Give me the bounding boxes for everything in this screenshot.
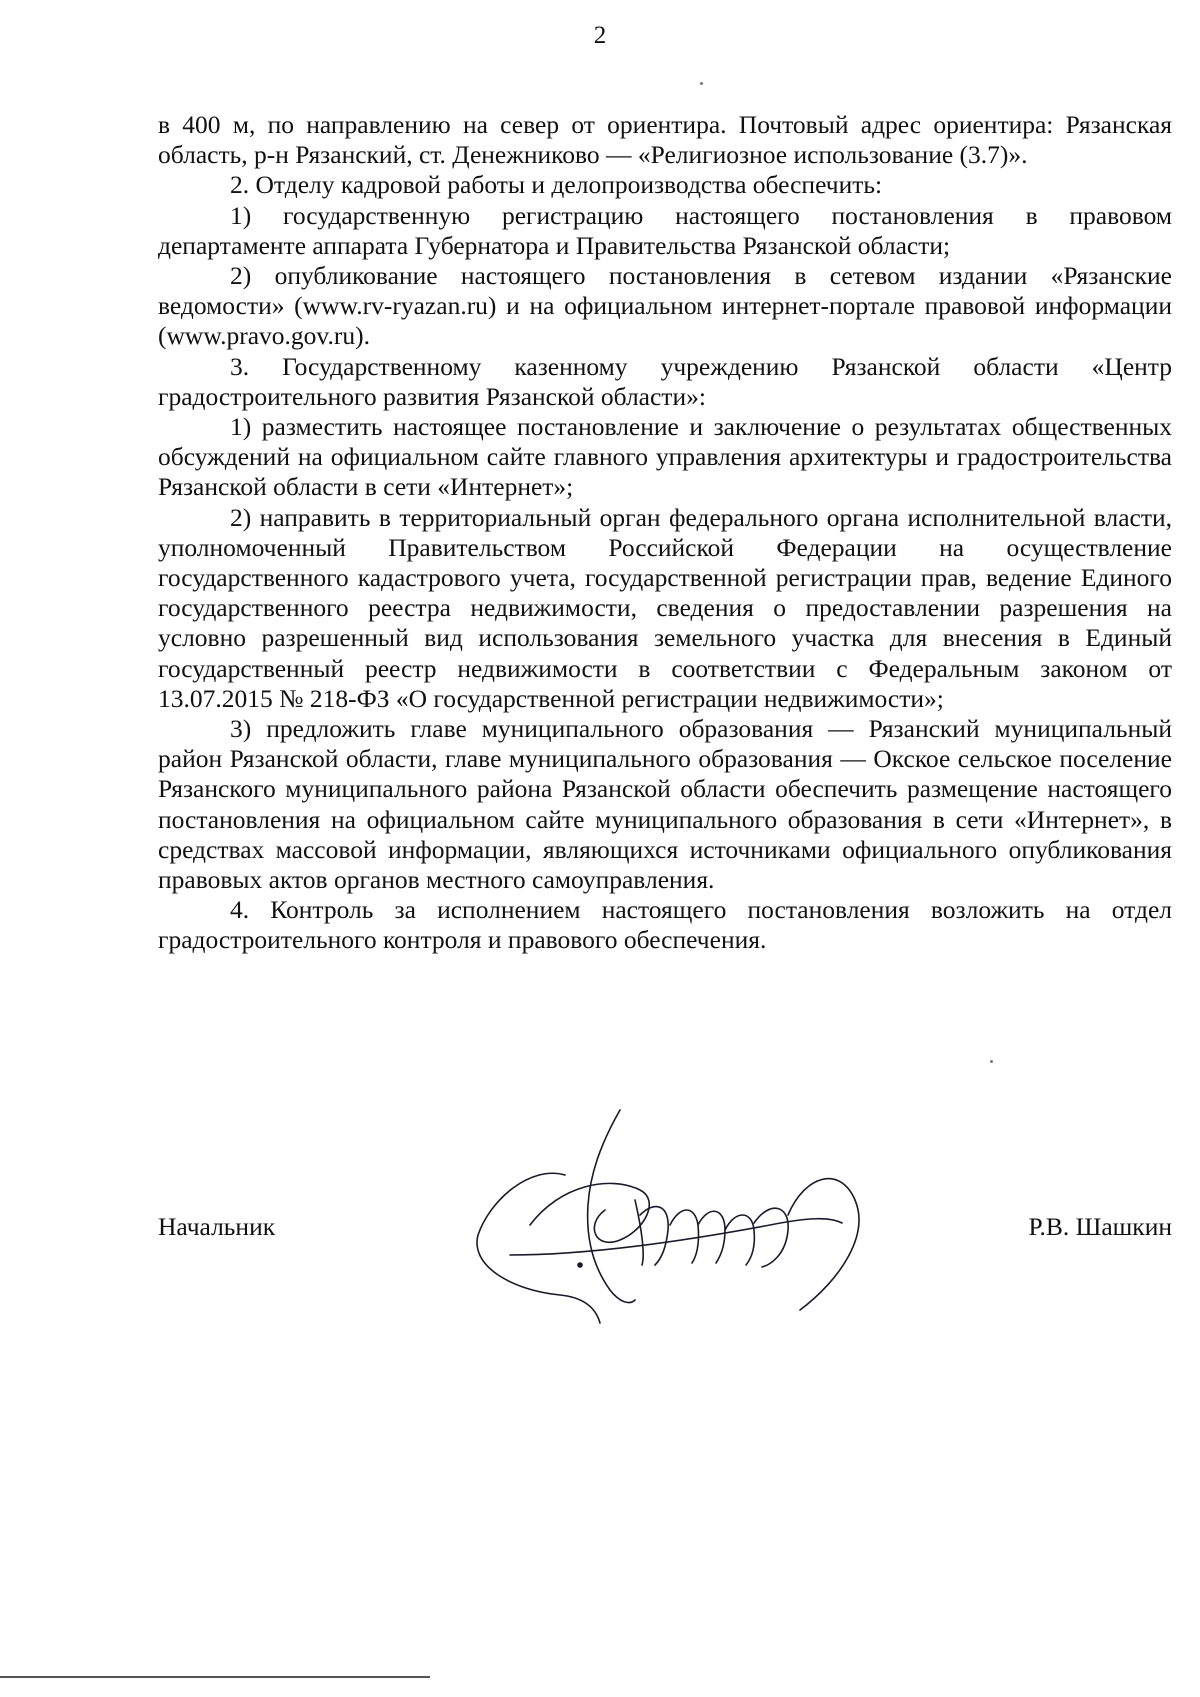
- paragraph-item-3-2: 2) направить в территориальный орган федерального органа исполнительной власти, уполномоченный Правительством Российской Федерации на осуществление государственного кадастрового учета, государственной регистрации прав, ведение Единого государственного реестра недвижимости, сведения о предоставлении разрешения на условно разрешенный вид использования земельного участка для внесения в Единый государственный реестр недвижимости в соответствии с Федеральным законом от 13.07.2015 № 218-ФЗ «О государственной регистрации недвижимости»;: [158, 502, 1172, 713]
- paragraph-item-3-3: 3) предложить главе муниципального образования — Рязанский муниципальный район Рязанской области, главе муниципального образования — Окское сельское поселение Рязанского муниципального района Рязанской области обеспечить размещение настоящего постановления на официальном сайте муниципального образования в сети «Интернет», в средствах массовой информации, являющихся источниками официального опубликования правовых актов органов местного самоуправления.: [158, 714, 1172, 895]
- signature-block: [158, 1212, 1172, 1252]
- paragraph-item-2-2: 2) опубликование настоящего постановления в сетевом издании «Рязанские ведомости» (www.rv-ryazan.ru) и на официальном интернет-портале правовой информации (www.pravo.gov.ru).: [158, 261, 1172, 351]
- signatory-position: Начальник: [158, 1212, 276, 1241]
- paragraph-continuation: в 400 м, по направлению на север от ориентира. Почтовый адрес ориентира: Рязанская область, р-н Рязанский, ст. Денежниково — «Религиозное использование (3.7)».: [158, 110, 1172, 170]
- paragraph-item-4: 4. Контроль за исполнением настоящего постановления возложить на отдел градостроительного контроля и правового обеспечения.: [158, 895, 1172, 955]
- scan-artifact: [990, 1060, 993, 1063]
- paragraph-item-3-1: 1) разместить настоящее постановление и заключение о результатах общественных обсуждений на официальном сайте главного управления архитектуры и градостроительства Рязанской области в сети «Интернет»;: [158, 412, 1172, 502]
- paragraph-item-3: 3. Государственному казенному учреждению Рязанской области «Центр градостроительного развития Рязанской области»:: [158, 351, 1172, 411]
- scan-edge-line: [0, 1676, 430, 1678]
- paragraph-item-2-1: 1) государственную регистрацию настоящего постановления в правовом департаменте аппарата Губернатора и Правительства Рязанской области;: [158, 200, 1172, 260]
- document-body: [158, 110, 1172, 956]
- scan-artifact: [700, 82, 703, 85]
- paragraph-item-2: 2. Отделу кадровой работы и делопроизводства обеспечить:: [230, 170, 883, 200]
- page-number: 2: [593, 22, 607, 49]
- signatory-name: Р.В. Шашкин: [1028, 1212, 1172, 1241]
